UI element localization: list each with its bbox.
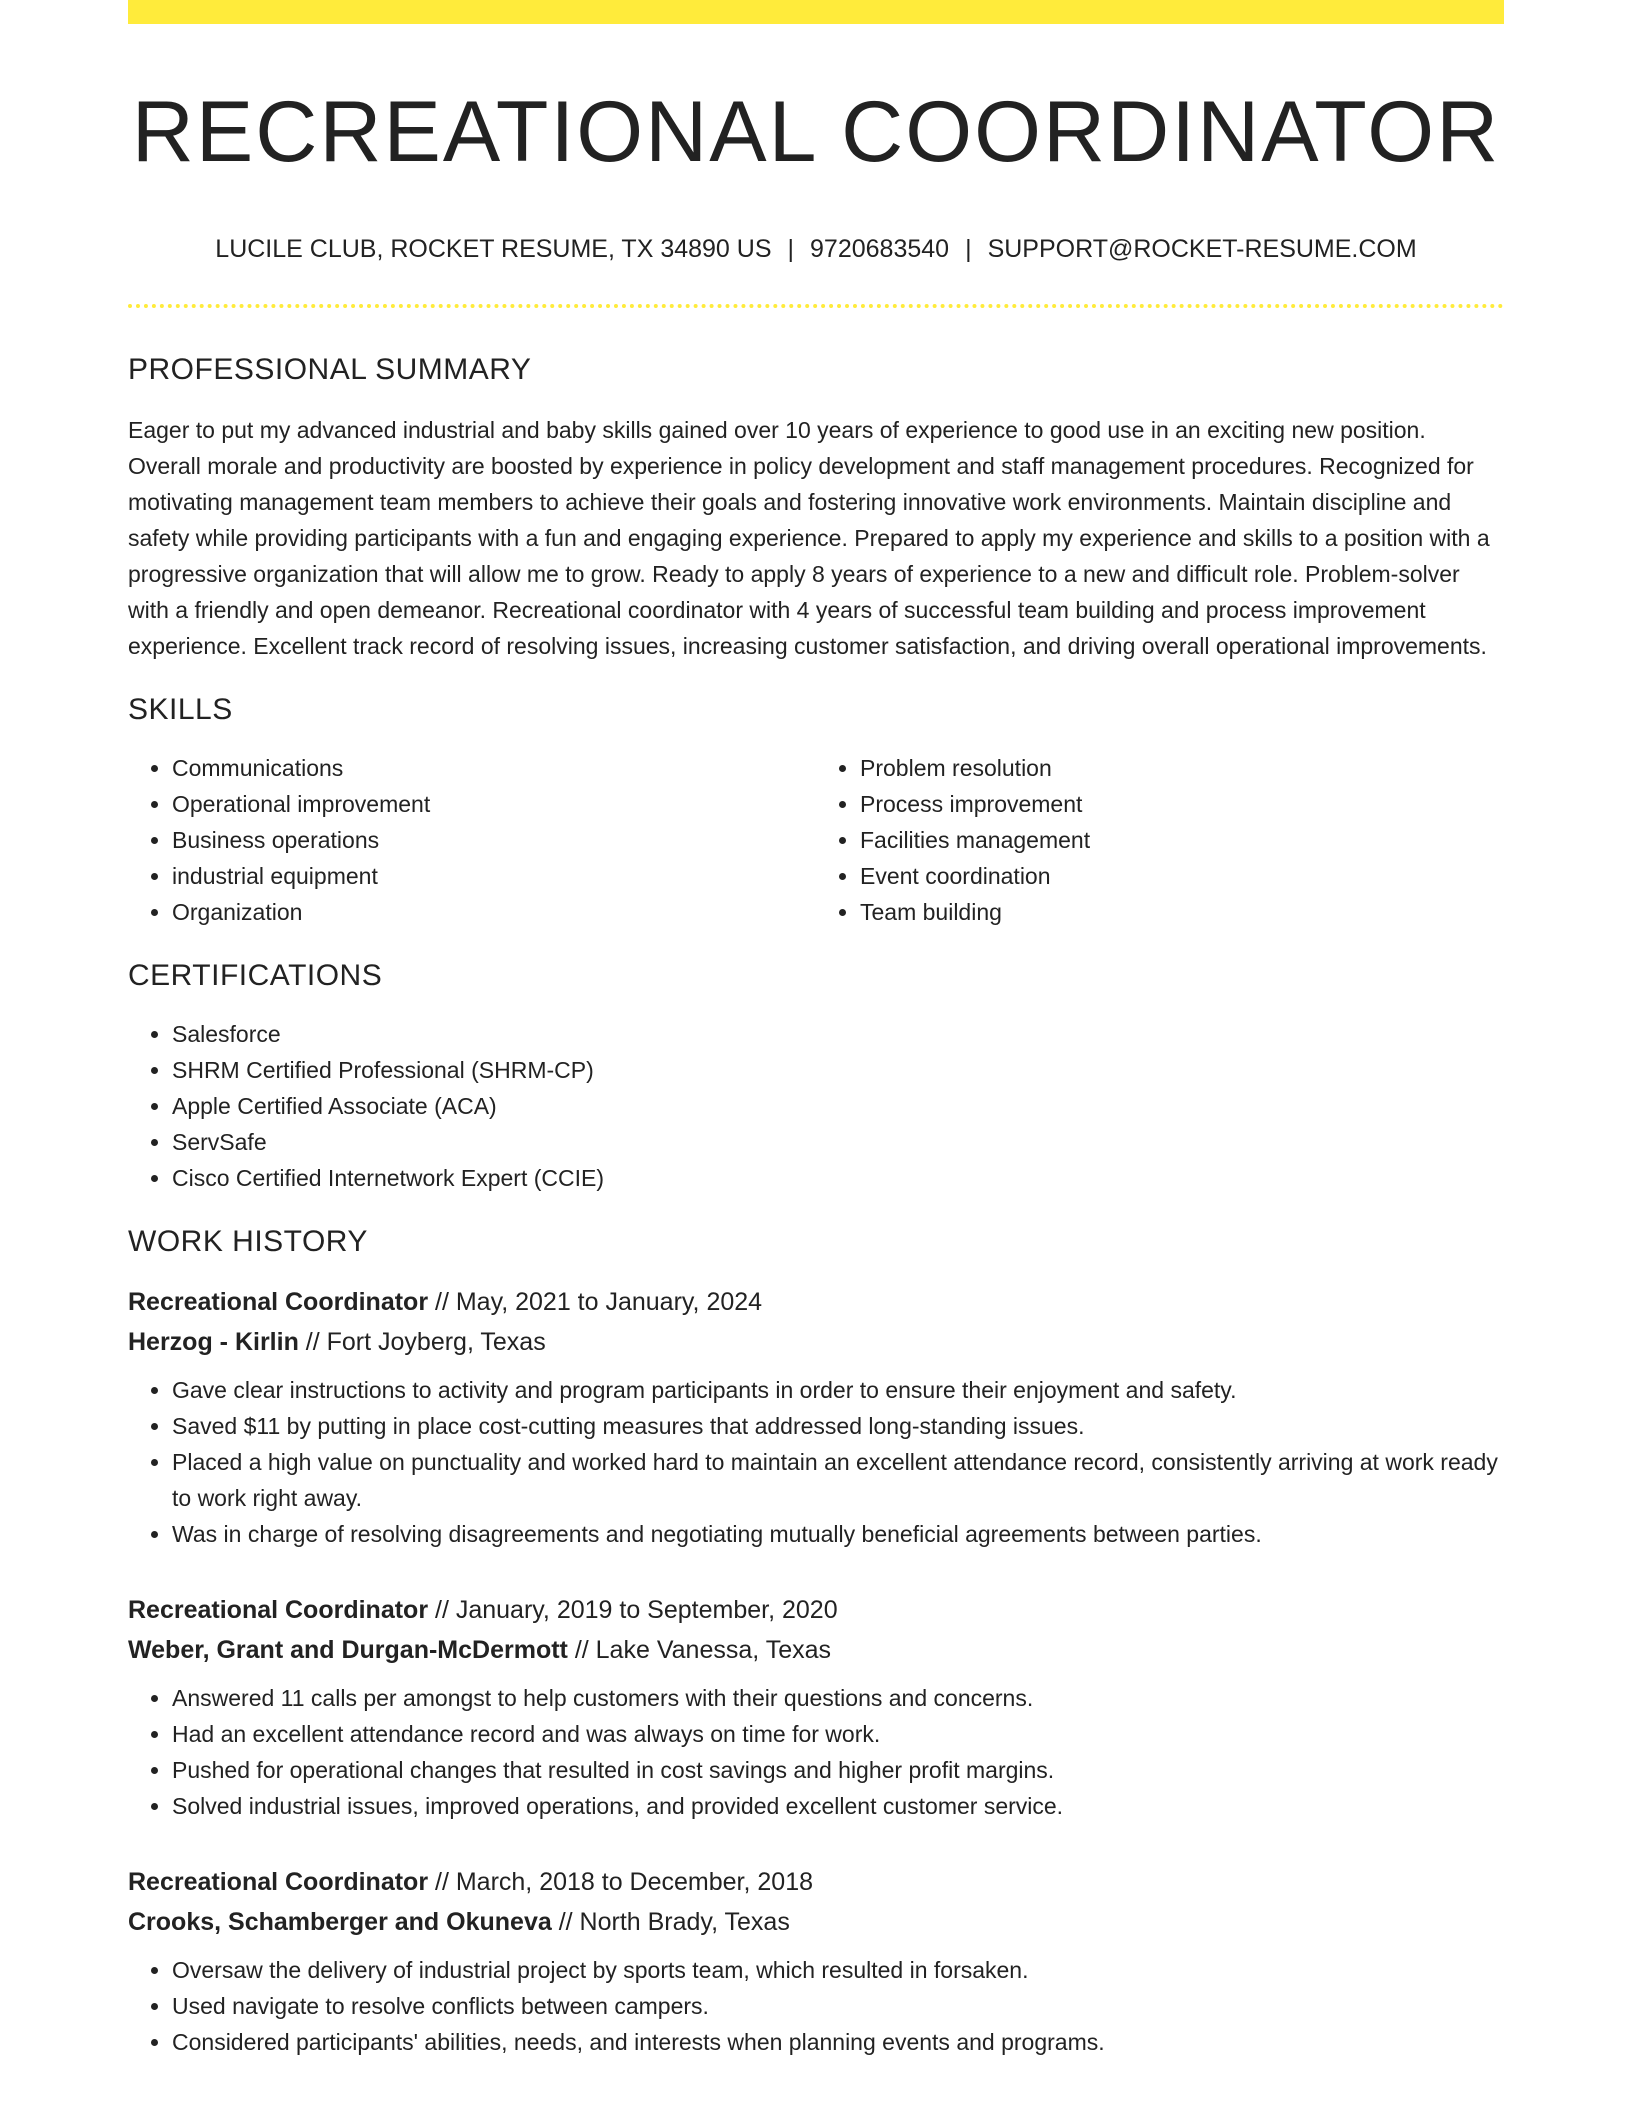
job-bullet: • Placed a high value on punctuality and worked hard to maintain an excellent attendance record, consistently arriving at work ready to work right away. — [172, 1444, 1504, 1516]
job-company: Weber, Grant and Durgan-McDermott — [128, 1636, 568, 1664]
job-bullet-list — [128, 1680, 1504, 1824]
skill-item: • Organization — [172, 894, 816, 930]
job-title-line — [128, 1590, 1504, 1630]
contact-address: LUCILE CLUB, ROCKET RESUME, TX 34890 US — [215, 235, 772, 263]
job-dates: // March, 2018 to December, 2018 — [428, 1868, 813, 1896]
job-bullet: • Gave clear instructions to activity and program participants in order to ensure their enjoyment and safety. — [172, 1372, 1504, 1408]
summary-text: Eager to put my advanced industrial and baby skills gained over 10 years of experience to good use in an exciting new position. Overall morale and productivity are boosted by experience in policy development and staff management procedures. Recognized for motivating management team members to achieve their goals and fostering innovative work environments. Maintain discipline and safety while providing participants with a fun and engaging experience. Prepared to apply my experience and skills to a position with a progressive organization that will allow me to grow. Ready to apply 8 years of experience to a new and difficult role. Problem-solver with a friendly and open demeanor. Recreational coordinator with 4 years of successful team building and process improvement experience. Excellent track record of resolving issues, increasing customer satisfaction, and driving overall operational improvements. — [128, 417, 1490, 659]
certification-item: • ServSafe — [172, 1124, 1504, 1160]
job-bullet: • Was in charge of resolving disagreements and negotiating mutually beneficial agreements between parties. — [172, 1516, 1504, 1552]
skills-left-list — [128, 750, 816, 930]
job-dates: // May, 2021 to January, 2024 — [428, 1288, 763, 1316]
contact-separator: | — [787, 235, 795, 263]
contact-phone: 9720683540 — [810, 235, 950, 263]
resume-name: RECREATIONAL COORDINATOR — [131, 84, 1501, 180]
certifications-list — [128, 1016, 1504, 1196]
skill-item: • Team building — [860, 894, 1504, 930]
certification-item: • Salesforce — [172, 1016, 1504, 1052]
contact-email: SUPPORT@ROCKET-RESUME.COM — [987, 235, 1417, 263]
job-bullet: • Used navigate to resolve conflicts between campers. — [172, 1988, 1504, 2024]
skill-item: • Event coordination — [860, 858, 1504, 894]
skills-right-list — [816, 750, 1504, 930]
job-bullet-list — [128, 1372, 1504, 1552]
skills-heading: SKILLS — [128, 693, 233, 726]
job-role: Recreational Coordinator — [128, 1288, 429, 1316]
skill-item: • industrial equipment — [172, 858, 816, 894]
contact-separator: | — [965, 235, 972, 263]
certification-item: • SHRM Certified Professional (SHRM-CP) — [172, 1052, 1504, 1088]
job-entry — [128, 1862, 1504, 2060]
certification-item: • Cisco Certified Internetwork Expert (CCIE) — [172, 1160, 1504, 1196]
job-bullet: • Saved $11 by putting in place cost-cutting measures that addressed long-standing issues. — [172, 1408, 1504, 1444]
job-entry — [128, 1590, 1504, 1824]
summary-heading: PROFESSIONAL SUMMARY — [128, 353, 532, 386]
skill-item: • Process improvement — [860, 786, 1504, 822]
job-title-line — [128, 1862, 1504, 1902]
job-location: // Fort Joyberg, Texas — [298, 1328, 546, 1356]
skills-columns — [128, 750, 1504, 930]
job-bullet: • Had an excellent attendance record and was always on time for work. — [172, 1716, 1504, 1752]
skill-item: • Problem resolution — [860, 750, 1504, 786]
job-bullet: • Oversaw the delivery of industrial project by sports team, which resulted in forsaken. — [172, 1952, 1504, 1988]
job-company: Herzog - Kirlin — [128, 1328, 299, 1356]
job-bullet: • Pushed for operational changes that resulted in cost savings and higher profit margins. — [172, 1752, 1504, 1788]
job-bullet: • Solved industrial issues, improved operations, and provided excellent customer service. — [172, 1788, 1504, 1824]
job-title-line — [128, 1282, 1504, 1322]
resume-content — [128, 0, 1504, 2060]
job-bullet: • Considered participants' abilities, needs, and interests when planning events and programs. — [172, 2024, 1504, 2060]
skill-item: • Operational improvement — [172, 786, 816, 822]
job-role: Recreational Coordinator — [128, 1596, 429, 1624]
certification-item: • Apple Certified Associate (ACA) — [172, 1088, 1504, 1124]
dotted-divider — [128, 304, 1504, 308]
work-history-heading: WORK HISTORY — [128, 1225, 368, 1258]
skill-item: • Facilities management — [860, 822, 1504, 858]
job-company-line — [128, 1322, 1504, 1362]
job-company-line — [128, 1902, 1504, 1942]
job-entry — [128, 1282, 1504, 1552]
job-role: Recreational Coordinator — [128, 1868, 429, 1896]
skill-item: • Business operations — [172, 822, 816, 858]
job-company: Crooks, Schamberger and Okuneva — [128, 1908, 552, 1936]
job-location: // Lake Vanessa, Texas — [567, 1636, 831, 1664]
job-dates: // January, 2019 to September, 2020 — [428, 1596, 838, 1624]
job-bullet-list — [128, 1952, 1504, 2060]
job-bullet: • Answered 11 calls per amongst to help customers with their questions and concerns. — [172, 1680, 1504, 1716]
job-company-line — [128, 1630, 1504, 1670]
skill-item: • Communications — [172, 750, 816, 786]
contact-line — [128, 234, 1504, 264]
certifications-heading: CERTIFICATIONS — [128, 959, 383, 992]
job-location: // North Brady, Texas — [551, 1908, 790, 1936]
